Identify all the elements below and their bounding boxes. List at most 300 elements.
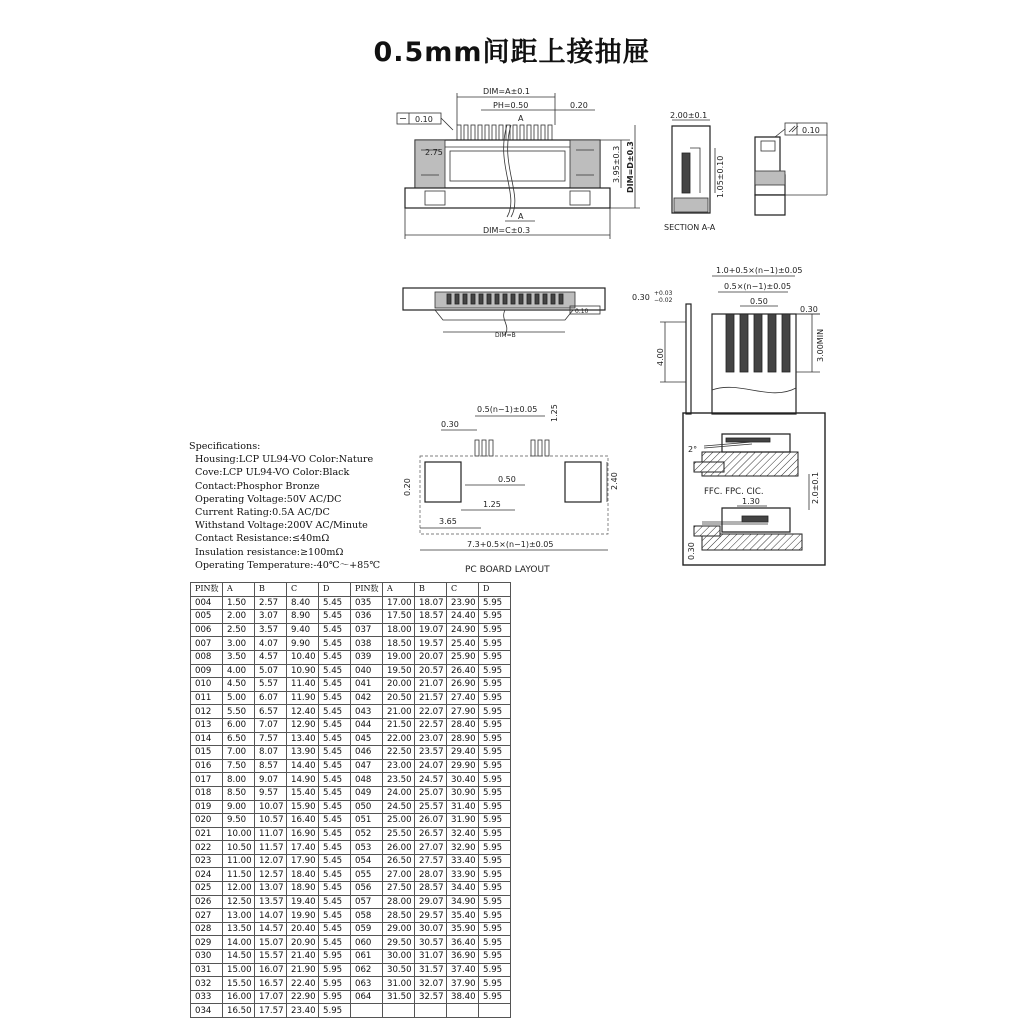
dimension-cell: 5.45 <box>319 786 351 800</box>
dimension-cell: 22.90 <box>287 990 319 1004</box>
pin-count-cell: 036 <box>351 610 383 624</box>
fpc-pitch-label: 0.50 <box>750 297 768 306</box>
dimension-cell: 5.95 <box>319 990 351 1004</box>
pcb-span-label: 0.5(n−1)±0.05 <box>477 405 538 414</box>
dimension-cell: 24.40 <box>447 610 479 624</box>
dimension-cell: 5.45 <box>319 936 351 950</box>
dimension-cell: 5.95 <box>479 773 511 787</box>
dimension-cell: 25.57 <box>415 800 447 814</box>
dimension-cell: 10.40 <box>287 650 319 664</box>
dimension-cell: 19.07 <box>415 623 447 637</box>
dimension-cell: 30.00 <box>383 950 415 964</box>
dimension-cell: 4.00 <box>223 664 255 678</box>
pin-count-cell: 042 <box>351 691 383 705</box>
dimension-cell: 5.95 <box>479 841 511 855</box>
dimension-cell: 5.95 <box>479 922 511 936</box>
cable-insertion-detail <box>682 412 827 567</box>
dimension-cell: 23.50 <box>383 773 415 787</box>
dimension-cell: 34.90 <box>447 895 479 909</box>
section-height-label: 1.05±0.10 <box>716 155 725 198</box>
pcb-mount-h-label: 0.20 <box>403 478 412 496</box>
table-row <box>191 610 511 624</box>
pin-count-cell: 022 <box>191 841 223 855</box>
dimension-cell: 5.45 <box>319 841 351 855</box>
dimension-cell: 23.40 <box>287 1004 319 1018</box>
front-flat-label: 0.10 <box>575 308 589 315</box>
dimension-cell: 2.00 <box>223 610 255 624</box>
dimension-cell: 15.07 <box>255 936 287 950</box>
pin-count-cell: 032 <box>191 977 223 991</box>
dimension-cell: 25.90 <box>447 650 479 664</box>
dimension-cell: 15.50 <box>223 977 255 991</box>
dimension-cell: 11.90 <box>287 691 319 705</box>
pin-count-cell: 041 <box>351 678 383 692</box>
table-row <box>191 691 511 705</box>
pin-count-cell: 054 <box>351 854 383 868</box>
dimension-cell: 27.90 <box>447 705 479 719</box>
dimension-cell: 28.90 <box>447 732 479 746</box>
dimension-cell: 5.95 <box>479 759 511 773</box>
dimension-cell: 7.07 <box>255 718 287 732</box>
dimension-cell: 14.90 <box>287 773 319 787</box>
dimension-cell: 31.50 <box>383 990 415 1004</box>
header-cell: C <box>447 583 479 597</box>
pin-count-cell: 038 <box>351 637 383 651</box>
section-mark-bottom: A <box>518 212 524 221</box>
dimension-cell: 5.45 <box>319 773 351 787</box>
dimension-cell: 24.90 <box>447 623 479 637</box>
dimension-cell: 17.50 <box>383 610 415 624</box>
dimension-cell: 18.40 <box>287 868 319 882</box>
dimension-cell: 26.00 <box>383 841 415 855</box>
fpc-thickness-label: 0.30 <box>632 293 650 302</box>
table-row <box>191 841 511 855</box>
dimension-cell: 15.40 <box>287 786 319 800</box>
table-row <box>191 746 511 760</box>
dimension-cell: 27.40 <box>447 691 479 705</box>
pin-count-cell: 008 <box>191 650 223 664</box>
dimension-cell: 5.95 <box>479 637 511 651</box>
table-row <box>191 868 511 882</box>
dimension-cell: 14.57 <box>255 922 287 936</box>
table-row <box>191 854 511 868</box>
dimension-cell: 25.07 <box>415 786 447 800</box>
dimension-cell: 29.50 <box>383 936 415 950</box>
dimension-cell: 5.45 <box>319 746 351 760</box>
dimension-cell: 9.57 <box>255 786 287 800</box>
section-label: SECTION A-A <box>664 223 716 232</box>
dimension-cell: 22.00 <box>383 732 415 746</box>
pin-count-cell: 028 <box>191 922 223 936</box>
dimension-cell: 27.50 <box>383 882 415 896</box>
dimension-cell: 13.90 <box>287 746 319 760</box>
dimension-cell: 13.07 <box>255 882 287 896</box>
dimension-cell: 29.40 <box>447 746 479 760</box>
dimension-cell: 5.45 <box>319 909 351 923</box>
pin-count-cell: 006 <box>191 623 223 637</box>
dimension-cell: 16.57 <box>255 977 287 991</box>
dimension-cell: 5.45 <box>319 623 351 637</box>
dimension-cell: 7.00 <box>223 746 255 760</box>
pin-count-cell: 047 <box>351 759 383 773</box>
dimension-cell: 27.00 <box>383 868 415 882</box>
pin-count-cell: 058 <box>351 909 383 923</box>
dimension-cell: 8.07 <box>255 746 287 760</box>
dimension-cell: 17.07 <box>255 990 287 1004</box>
dimension-cell: 28.40 <box>447 718 479 732</box>
dimension-cell: 22.57 <box>415 718 447 732</box>
dimension-cell: 16.40 <box>287 814 319 828</box>
dimension-cell: 2.50 <box>223 623 255 637</box>
dimension-cell: 10.00 <box>223 827 255 841</box>
pin-count-cell: 018 <box>191 786 223 800</box>
parallel-label: 0.10 <box>802 126 820 135</box>
spec-item: Operating Voltage:50V AC/DC <box>195 493 342 505</box>
pin-count-cell: 053 <box>351 841 383 855</box>
pin-count-cell: 063 <box>351 977 383 991</box>
dimension-cell: 10.57 <box>255 814 287 828</box>
header-cell: B <box>415 583 447 597</box>
header-cell: A <box>223 583 255 597</box>
dimension-cell: 5.45 <box>319 759 351 773</box>
dimension-cell: 5.07 <box>255 664 287 678</box>
table-row <box>191 1004 511 1018</box>
dimension-cell: 5.45 <box>319 705 351 719</box>
pin-count-cell: 031 <box>191 963 223 977</box>
table-row <box>191 678 511 692</box>
dimension-cell <box>383 1004 415 1018</box>
table-row <box>191 786 511 800</box>
spec-item: Operating Temperature:-40℃～+85℃ <box>195 559 381 571</box>
dimension-cell <box>447 1004 479 1018</box>
dimension-cell: 5.95 <box>479 678 511 692</box>
table-row <box>191 773 511 787</box>
dimension-cell: 11.57 <box>255 841 287 855</box>
dimension-cell: 33.90 <box>447 868 479 882</box>
dimension-cell: 20.90 <box>287 936 319 950</box>
table-row <box>191 705 511 719</box>
specifications <box>189 440 419 572</box>
dimension-cell: 8.00 <box>223 773 255 787</box>
fpc-tol-plus: +0.03 <box>654 290 673 297</box>
fpc-pitch-n-label: 0.5×(n−1)±0.05 <box>724 282 792 291</box>
dimension-cell: 16.50 <box>223 1004 255 1018</box>
dimension-cell: 5.95 <box>479 977 511 991</box>
spec-item: Insulation resistance:≥100mΩ <box>195 546 344 558</box>
pin-count-cell: 005 <box>191 610 223 624</box>
dimension-cell <box>415 1004 447 1018</box>
dim-275-label: 2.75 <box>425 148 443 157</box>
pin-count-cell: 015 <box>191 746 223 760</box>
spec-item: Contact Resistance:≤40mΩ <box>195 533 330 545</box>
dimension-cell: 5.45 <box>319 868 351 882</box>
pin-count-cell: 048 <box>351 773 383 787</box>
dimension-cell: 37.90 <box>447 977 479 991</box>
dimension-cell: 26.07 <box>415 814 447 828</box>
pcb-pads <box>475 440 549 456</box>
pin-count-cell: 037 <box>351 623 383 637</box>
dimension-cell: 7.57 <box>255 732 287 746</box>
dimension-cell: 13.00 <box>223 909 255 923</box>
pin-count-cell: 045 <box>351 732 383 746</box>
dimension-cell: 10.07 <box>255 800 287 814</box>
dimension-cell: 25.50 <box>383 827 415 841</box>
table-row <box>191 800 511 814</box>
dimension-cell: 18.90 <box>287 882 319 896</box>
dimension-cell: 18.50 <box>383 637 415 651</box>
dimension-cell: 5.45 <box>319 610 351 624</box>
pin-count-cell: 029 <box>191 936 223 950</box>
dimension-cell: 19.90 <box>287 909 319 923</box>
dimension-cell: 5.95 <box>479 990 511 1004</box>
cable-thickness-130-label: 1.30 <box>742 497 760 506</box>
dimension-cell: 16.00 <box>223 990 255 1004</box>
table-row <box>191 814 511 828</box>
dimension-cell: 5.95 <box>479 882 511 896</box>
table-row <box>191 718 511 732</box>
pin-count-cell: 030 <box>191 950 223 964</box>
dimension-cell: 29.90 <box>447 759 479 773</box>
dimension-cell: 30.07 <box>415 922 447 936</box>
dimension-cell: 22.40 <box>287 977 319 991</box>
dimension-cell: 9.40 <box>287 623 319 637</box>
fpc-view <box>630 262 830 422</box>
table-row <box>191 922 511 936</box>
spec-item: Cove:LCP UL94-VO Color:Black <box>195 467 350 479</box>
dimension-cell: 17.40 <box>287 841 319 855</box>
dimension-cell: 35.90 <box>447 922 479 936</box>
pin-count-cell: 060 <box>351 936 383 950</box>
dimension-cell: 30.57 <box>415 936 447 950</box>
dimension-cell: 25.40 <box>447 637 479 651</box>
dimension-cell: 14.07 <box>255 909 287 923</box>
dimension-cell: 6.57 <box>255 705 287 719</box>
pin-count-cell: 024 <box>191 868 223 882</box>
dimension-cell: 18.57 <box>415 610 447 624</box>
dimension-cell: 5.95 <box>479 868 511 882</box>
dimension-cell: 28.00 <box>383 895 415 909</box>
dimension-cell: 32.90 <box>447 841 479 855</box>
pin-count-cell: 061 <box>351 950 383 964</box>
dimension-cell: 19.40 <box>287 895 319 909</box>
dimension-cell: 5.95 <box>479 732 511 746</box>
dimension-cell: 20.57 <box>415 664 447 678</box>
dimension-cell: 5.95 <box>479 800 511 814</box>
pin-count-cell: 014 <box>191 732 223 746</box>
dimension-cell: 9.90 <box>287 637 319 651</box>
dimension-cell: 26.50 <box>383 854 415 868</box>
dimension-cell: 22.50 <box>383 746 415 760</box>
dimension-cell: 5.95 <box>479 746 511 760</box>
pcb-pad-h-label: 1.25 <box>550 404 559 422</box>
pcb-total-label: 7.3+0.5×(n−1)±0.05 <box>467 540 554 549</box>
table-row <box>191 650 511 664</box>
table-row <box>191 909 511 923</box>
dimension-cell: 11.40 <box>287 678 319 692</box>
fpc-tol-minus: −0.02 <box>654 297 673 304</box>
dimension-cell: 12.50 <box>223 895 255 909</box>
header-cell: D <box>319 583 351 597</box>
cable-base-label: 0.30 <box>687 542 696 560</box>
dimension-cell: 9.50 <box>223 814 255 828</box>
dimension-cell: 5.95 <box>479 936 511 950</box>
pin-count-cell: 035 <box>351 596 383 610</box>
specs-heading: Specifications: <box>189 441 261 452</box>
flatness-label: 0.10 <box>415 115 433 124</box>
fpc-finger-label: 0.30 <box>800 305 818 314</box>
dimension-cell: 20.50 <box>383 691 415 705</box>
dimension-cell: 29.57 <box>415 909 447 923</box>
dimension-cell: 3.57 <box>255 623 287 637</box>
dimension-cell: 18.00 <box>383 623 415 637</box>
dimension-cell: 5.95 <box>479 963 511 977</box>
pin-count-cell: 007 <box>191 637 223 651</box>
dimension-cell: 3.00 <box>223 637 255 651</box>
table-row <box>191 895 511 909</box>
dimension-cell: 5.45 <box>319 800 351 814</box>
dimension-cell: 21.90 <box>287 963 319 977</box>
dimension-cell: 14.50 <box>223 950 255 964</box>
dimension-cell: 31.00 <box>383 977 415 991</box>
table-header-row <box>191 583 511 597</box>
dimension-cell: 16.07 <box>255 963 287 977</box>
dimension-cell: 5.95 <box>479 610 511 624</box>
dimension-cell: 8.90 <box>287 610 319 624</box>
pin-dimension-table <box>190 582 511 1018</box>
table-row <box>191 882 511 896</box>
width-020-label: 0.20 <box>570 101 588 110</box>
dimension-cell: 5.45 <box>319 691 351 705</box>
table-row <box>191 936 511 950</box>
dimension-cell: 5.95 <box>479 895 511 909</box>
dimension-cell: 7.50 <box>223 759 255 773</box>
pin-count-cell: 016 <box>191 759 223 773</box>
pin-count-cell: 056 <box>351 882 383 896</box>
dimension-cell: 15.57 <box>255 950 287 964</box>
dimension-cell: 31.57 <box>415 963 447 977</box>
dimension-cell: 8.40 <box>287 596 319 610</box>
header-cell: C <box>287 583 319 597</box>
pin-count-cell: 062 <box>351 963 383 977</box>
dimension-cell: 31.40 <box>447 800 479 814</box>
dimension-cell: 5.45 <box>319 678 351 692</box>
dimension-cell: 35.40 <box>447 909 479 923</box>
pin-count-cell: 017 <box>191 773 223 787</box>
dimension-cell: 6.00 <box>223 718 255 732</box>
dimension-cell: 24.00 <box>383 786 415 800</box>
connector-top-view <box>395 85 645 245</box>
dimension-cell: 2.57 <box>255 596 287 610</box>
dimension-cell: 31.07 <box>415 950 447 964</box>
table-row <box>191 623 511 637</box>
table-row <box>191 637 511 651</box>
dimension-cell: 5.45 <box>319 882 351 896</box>
dimension-cell: 5.45 <box>319 827 351 841</box>
dimension-cell: 29.07 <box>415 895 447 909</box>
pcb-layout-title: PC BOARD LAYOUT <box>465 565 550 575</box>
pin-count-cell: 009 <box>191 664 223 678</box>
section-a-a-view <box>660 108 730 238</box>
dimension-cell: 17.57 <box>255 1004 287 1018</box>
section-mark-top: A <box>518 114 524 123</box>
header-cell: D <box>479 583 511 597</box>
dimension-cell: 5.95 <box>479 909 511 923</box>
pin-count-cell: 040 <box>351 664 383 678</box>
dimension-cell: 15.90 <box>287 800 319 814</box>
dimension-cell: 26.57 <box>415 827 447 841</box>
dimension-cell: 1.50 <box>223 596 255 610</box>
dimension-cell: 5.95 <box>479 650 511 664</box>
dimension-cell: 3.07 <box>255 610 287 624</box>
dimension-cell: 30.40 <box>447 773 479 787</box>
dimension-cell: 13.40 <box>287 732 319 746</box>
pin-count-cell: 052 <box>351 827 383 841</box>
dimension-cell: 21.40 <box>287 950 319 964</box>
dimension-cell: 5.95 <box>479 827 511 841</box>
dimension-cell: 5.50 <box>223 705 255 719</box>
dimension-cell: 12.57 <box>255 868 287 882</box>
page-title: 0.5mm间距上接抽屉 <box>373 37 651 68</box>
dimension-cell: 27.07 <box>415 841 447 855</box>
dimension-cell: 23.07 <box>415 732 447 746</box>
dimension-cell: 29.00 <box>383 922 415 936</box>
dim-a-label: DIM=A±0.1 <box>483 87 531 96</box>
table-row <box>191 950 511 964</box>
dimension-cell: 20.07 <box>415 650 447 664</box>
pin-count-cell: 004 <box>191 596 223 610</box>
dimension-cell: 11.07 <box>255 827 287 841</box>
dimension-cell: 10.50 <box>223 841 255 855</box>
dimension-cell: 23.00 <box>383 759 415 773</box>
pin-count-cell: 057 <box>351 895 383 909</box>
dimension-cell: 31.90 <box>447 814 479 828</box>
pin-count-cell: 046 <box>351 746 383 760</box>
dimension-cell: 12.00 <box>223 882 255 896</box>
dimension-cell: 21.00 <box>383 705 415 719</box>
dimension-cell: 37.40 <box>447 963 479 977</box>
table-row <box>191 963 511 977</box>
dimension-cell: 23.57 <box>415 746 447 760</box>
pin-count-cell: 049 <box>351 786 383 800</box>
dimension-cell: 21.07 <box>415 678 447 692</box>
dimension-cell: 24.07 <box>415 759 447 773</box>
dimension-cell: 32.40 <box>447 827 479 841</box>
dimension-cell: 28.57 <box>415 882 447 896</box>
table-row <box>191 664 511 678</box>
dimension-cell: 12.40 <box>287 705 319 719</box>
pin-count-cell <box>351 1004 383 1018</box>
dimension-cell: 26.90 <box>447 678 479 692</box>
dimension-cell: 27.57 <box>415 854 447 868</box>
table-row <box>191 827 511 841</box>
fpc-min-label: 3.00MIN <box>816 328 825 362</box>
side-view <box>745 115 830 225</box>
pin-count-cell: 027 <box>191 909 223 923</box>
dimension-cell: 28.07 <box>415 868 447 882</box>
dimension-cell: 5.57 <box>255 678 287 692</box>
dimension-cell: 24.57 <box>415 773 447 787</box>
pcb-height-240-label: 2.40 <box>610 472 619 490</box>
dimension-cell: 5.95 <box>319 977 351 991</box>
table-row <box>191 990 511 1004</box>
pin-count-cell: 026 <box>191 895 223 909</box>
cable-types-label: FFC. FPC. CIC. <box>704 487 764 497</box>
pin-count-cell: 010 <box>191 678 223 692</box>
dimension-cell: 12.07 <box>255 854 287 868</box>
pin-count-cell: 043 <box>351 705 383 719</box>
header-cell: PIN数 <box>191 583 223 597</box>
dimension-cell <box>479 1004 511 1018</box>
